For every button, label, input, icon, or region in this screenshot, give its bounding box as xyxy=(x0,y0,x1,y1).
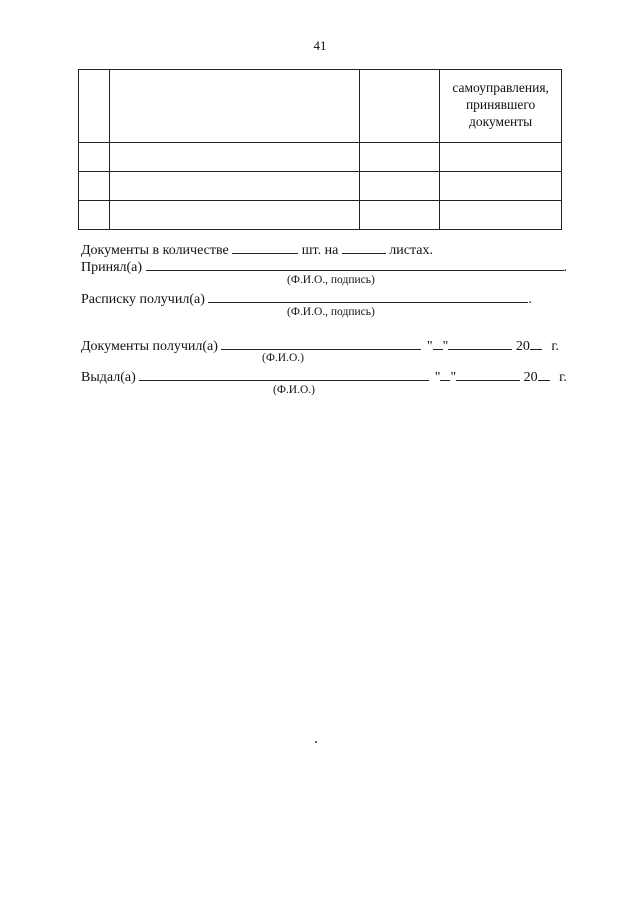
receipt-label: Расписку получил(а) xyxy=(81,292,205,307)
receipt-end: . xyxy=(528,292,532,307)
table-header-row xyxy=(79,70,562,143)
accepted-field[interactable] xyxy=(146,257,564,271)
receipt-field[interactable] xyxy=(208,289,528,303)
date-year-field[interactable] xyxy=(538,367,550,381)
date-month-field[interactable] xyxy=(448,336,512,350)
year-prefix: 20 xyxy=(515,339,530,354)
issued-label: Выдал(а) xyxy=(81,370,136,385)
docs-count-field[interactable] xyxy=(232,240,298,254)
docs-received-line xyxy=(81,336,559,355)
date-quote-open: " xyxy=(426,339,433,354)
year-prefix: 20 xyxy=(523,370,538,385)
header-line: самоуправления, xyxy=(452,80,549,95)
table-cell[interactable] xyxy=(79,201,110,230)
accepted-end: . xyxy=(563,260,568,275)
table-cell xyxy=(79,70,110,143)
table-cell[interactable] xyxy=(110,201,360,230)
table-row xyxy=(79,172,562,201)
docs-received-field[interactable] xyxy=(221,336,421,350)
table-header-cell-local-authority xyxy=(440,70,562,143)
table-cell[interactable] xyxy=(440,143,562,172)
docs-received-label: Документы получил(а) xyxy=(81,339,218,354)
documents-table xyxy=(78,69,562,230)
table-cell[interactable] xyxy=(359,172,440,201)
sheets-count-field[interactable] xyxy=(342,240,386,254)
date-year-field[interactable] xyxy=(530,336,542,350)
accepted-caption: (Ф.И.О., подпись) xyxy=(287,274,375,286)
table-cell[interactable] xyxy=(440,201,562,230)
table-cell[interactable] xyxy=(440,172,562,201)
table-cell[interactable] xyxy=(79,172,110,201)
pcs-label: шт. на xyxy=(301,243,339,258)
table-row xyxy=(79,143,562,172)
issued-field[interactable] xyxy=(139,367,429,381)
receipt-caption: (Ф.И.О., подпись) xyxy=(287,306,375,318)
docs-count-label: Документы в количестве xyxy=(81,243,229,258)
table-cell xyxy=(359,70,440,143)
table-cell[interactable] xyxy=(110,172,360,201)
date-day-field[interactable] xyxy=(440,367,450,381)
accepted-label: Принял(а) xyxy=(81,260,143,275)
date-day-field[interactable] xyxy=(433,336,443,350)
header-line: принявшего xyxy=(465,97,536,112)
header-line: документы xyxy=(468,114,533,129)
issued-caption: (Ф.И.О.) xyxy=(273,384,315,396)
table-cell xyxy=(110,70,360,143)
docs-received-caption: (Ф.И.О.) xyxy=(262,352,304,364)
date-quote-close: " xyxy=(450,370,457,385)
stray-dot xyxy=(315,741,317,743)
table-cell[interactable] xyxy=(359,143,440,172)
table-cell[interactable] xyxy=(79,143,110,172)
table-cell[interactable] xyxy=(110,143,360,172)
page-number: 41 xyxy=(313,38,327,53)
date-month-field[interactable] xyxy=(456,367,520,381)
table-row xyxy=(79,201,562,230)
date-quote-close: " xyxy=(442,339,449,354)
year-suffix: г. xyxy=(559,370,567,385)
issued-line xyxy=(81,367,567,386)
year-suffix: г. xyxy=(551,339,560,354)
table-cell[interactable] xyxy=(359,201,440,230)
date-quote-open: " xyxy=(434,370,441,385)
sheets-label: листах. xyxy=(389,243,433,258)
